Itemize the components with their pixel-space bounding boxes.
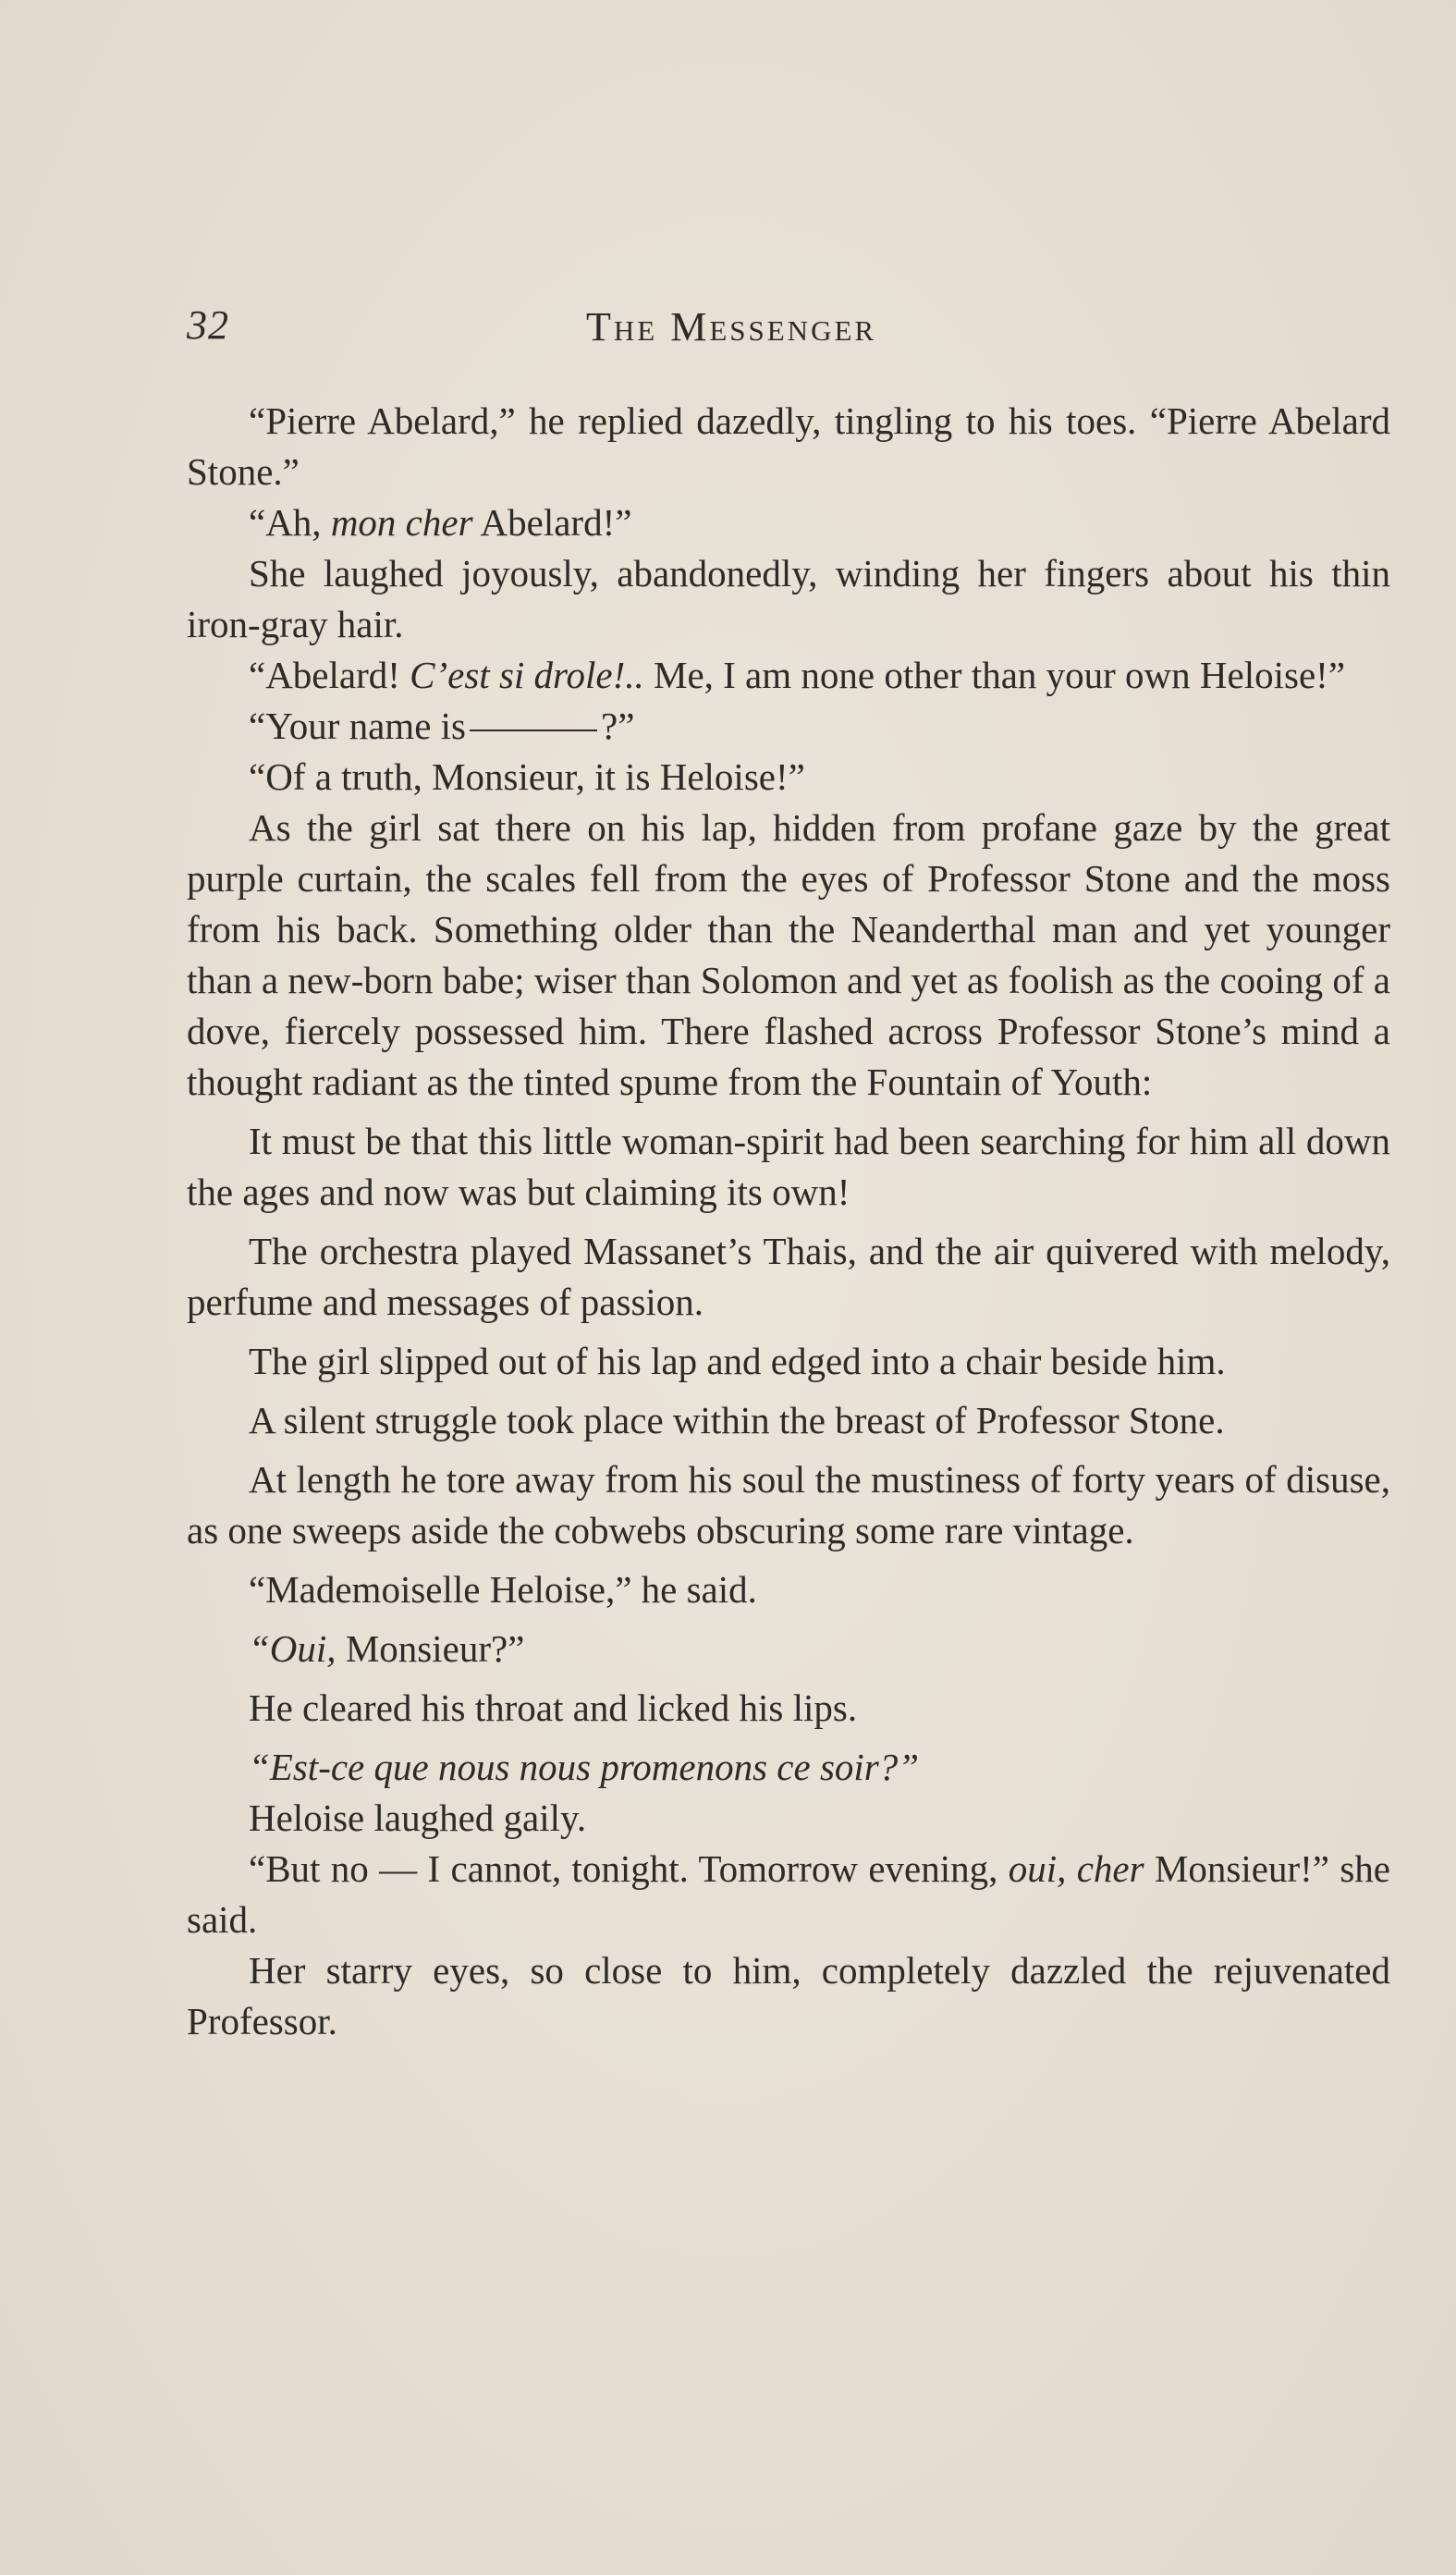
paragraph: [187, 548, 1390, 650]
paragraph-text: “But no — I cannot, tonight. Tomorrow evening,: [249, 1847, 1009, 1890]
paragraph-text: At length he tore away from his soul the mustiness of forty years of disuse, as one sweeps aside the cobwebs obscuring some rare vintage.: [187, 1458, 1390, 1551]
paragraph: [187, 497, 1390, 548]
paragraph-text: ?”: [601, 705, 635, 747]
paragraph: [187, 1844, 1390, 1945]
paragraph: [187, 1945, 1390, 2047]
paragraph: [187, 803, 1390, 1108]
paragraph-text: The orchestra played Massanet’s Thais, and the air quivered with melody, perfume and messages of passion.: [187, 1230, 1390, 1323]
running-head: The Messenger: [586, 304, 877, 349]
paragraph-text: “Abelard!: [249, 654, 410, 696]
paragraph: [187, 1624, 1390, 1674]
paragraph: [187, 1564, 1390, 1615]
italic-text: “Oui,: [249, 1627, 336, 1670]
paragraph-text: “Ah,: [249, 501, 331, 544]
paragraph-text: “Pierre Abelard,” he replied dazedly, tingling to his toes. “Pierre Abelard Stone.”: [187, 399, 1390, 493]
paragraph-text: The girl slipped out of his lap and edged into a chair beside him.: [249, 1340, 1226, 1382]
paragraph-text: A silent struggle took place within the breast of Professor Stone.: [249, 1399, 1225, 1441]
paragraph: [187, 1683, 1390, 1734]
paragraph-text: Heloise laughed gaily.: [249, 1796, 587, 1839]
paragraph-text: As the girl sat there on his lap, hidden from profane gaze by the great purple curtain, the scales fell from the eyes of Professor Stone and the moss from his back. Something older than the Neanderthal man and yet younger than a new-born babe; wiser than Solomon and yet as foolish as the cooing of a dove, fiercely possessed him. There flashed across Professor Stone’s mind a thought radiant as the tinted spume from the Fountain of Youth:: [187, 806, 1390, 1103]
page-number: 32: [187, 302, 229, 348]
paragraph-text: He cleared his throat and licked his lips.: [249, 1686, 858, 1729]
paragraph-text: She laughed joyously, abandonedly, winding her fingers about his thin iron-gray hair.: [187, 552, 1390, 645]
paragraph: [187, 1742, 1390, 1793]
paragraph: [187, 701, 1390, 752]
paragraph: [187, 752, 1390, 803]
paragraph-text: Her starry eyes, so close to him, completely dazzled the rejuvenated Professor.: [187, 1949, 1390, 2042]
paragraph: [187, 650, 1390, 701]
italic-text: oui, cher: [1008, 1847, 1144, 1890]
paragraph: [187, 1116, 1390, 1218]
paragraph: [187, 1454, 1390, 1556]
paragraph-text: Monsieur?”: [336, 1627, 525, 1670]
paragraph-text: Monsieur!” she said.: [187, 1847, 1390, 1941]
paragraph: [187, 1336, 1390, 1387]
paragraph: [187, 1226, 1390, 1328]
em-dash-rule: [470, 730, 597, 731]
paragraph: [187, 1395, 1390, 1446]
italic-text: “Est-ce que nous nous promenons ce soir?”: [249, 1746, 920, 1788]
italic-text: mon cher: [330, 501, 473, 544]
paragraph-text: “Of a truth, Monsieur, it is Heloise!”: [249, 755, 805, 798]
paragraph-text: “Mademoiselle Heloise,” he said.: [249, 1568, 757, 1611]
paragraph-text: Abelard!”: [472, 501, 632, 544]
paragraph-text: “Your name is: [249, 705, 466, 747]
page-header: [187, 301, 1389, 357]
paragraph-text: It must be that this little woman-spirit had been searching for him all down the ages and now was but claiming its own!: [187, 1120, 1390, 1213]
italic-text: C’est si drole!..: [410, 654, 644, 696]
body-text: [187, 396, 1390, 2047]
paragraph: [187, 1793, 1390, 1844]
paragraph: [187, 396, 1390, 497]
paragraph-text: Me, I am none other than your own Heloise!”: [643, 654, 1346, 696]
